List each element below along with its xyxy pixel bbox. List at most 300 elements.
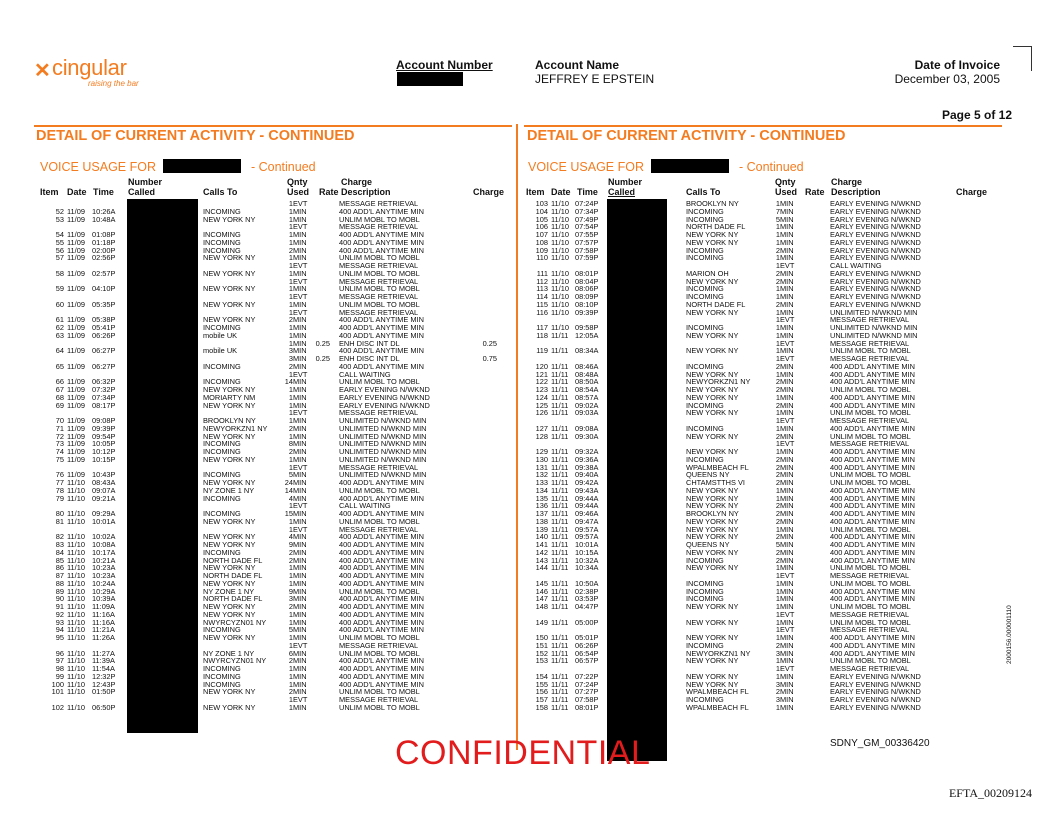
charge-description: 400 ADD'L ANYTIME MIN xyxy=(339,671,424,681)
item-no: 116 xyxy=(536,307,548,317)
qty: 1 xyxy=(288,206,293,216)
qty: 1 xyxy=(288,501,293,511)
calls-to: INCOMING xyxy=(203,679,241,689)
call-time: 07:24P xyxy=(575,679,599,689)
col-qnty-top: Qnty xyxy=(775,177,796,187)
item-no: 94 xyxy=(55,625,64,635)
qty-unit: MIN xyxy=(293,206,307,216)
calls-to: BROOKLYN NY xyxy=(686,199,739,208)
qty: 1 xyxy=(288,392,293,402)
qty-unit: EVT xyxy=(293,408,308,418)
charge-description: EARLY EVENING N/WKND xyxy=(830,230,921,239)
qty: 1 xyxy=(775,563,780,573)
qty: 2 xyxy=(288,361,293,371)
call-date: 11/09 xyxy=(67,299,85,309)
calls-to: INCOMING xyxy=(686,555,724,565)
call-time: 08:46A xyxy=(575,361,599,371)
charge-description: 400 ADD'L ANYTIME MIN xyxy=(830,509,915,518)
call-date: 11/10 xyxy=(67,571,85,580)
qty-unit: MIN xyxy=(780,423,794,433)
col-desc-bottom: Description xyxy=(831,187,881,197)
item-no: 70 xyxy=(55,416,64,425)
qty-unit: MIN xyxy=(780,330,794,340)
invoice-date-label: Date of Invoice xyxy=(914,58,1000,72)
item-no: 112 xyxy=(536,276,548,286)
call-time: 09:40A xyxy=(575,470,599,480)
qty: 2 xyxy=(288,423,293,433)
qty: 2 xyxy=(775,640,780,650)
item-no: 111 xyxy=(536,268,548,278)
calls-to: CHTAMSTTHS VI xyxy=(686,478,745,487)
charge-description: UNLIM MOBL TO MOBL xyxy=(339,516,420,526)
charge-description: UNLIM MOBL TO MOBL xyxy=(339,284,420,294)
charge-description: MESSAGE RETRIEVAL xyxy=(339,222,419,232)
charge-description: UNLIM MOBL TO MOBL xyxy=(830,470,911,480)
charge-description: EARLY EVENING N/WKND xyxy=(830,292,921,301)
qty: 2 xyxy=(775,462,780,472)
qty-unit: MIN xyxy=(293,656,307,666)
item-no: 138 xyxy=(535,516,548,526)
call-time: 09:54P xyxy=(92,431,116,441)
account-number-label: Account Number xyxy=(396,58,493,72)
charge-description: EARLY EVENING N/WKND xyxy=(830,222,921,232)
qty-unit: MIN xyxy=(780,687,794,697)
qty-unit: EVT xyxy=(293,276,308,286)
call-time: 09:29A xyxy=(92,509,116,518)
item-no: 90 xyxy=(55,594,64,604)
qty: 14 xyxy=(284,485,293,495)
call-time: 10:17A xyxy=(92,547,116,557)
qty-unit: MIN xyxy=(293,284,307,294)
corner-mark xyxy=(1013,46,1032,71)
call-date: 11/09 xyxy=(67,377,85,387)
col-time: Time xyxy=(577,187,598,197)
qty-unit: MIN xyxy=(293,230,307,239)
call-date: 11/10 xyxy=(551,323,569,332)
charge-description: 400 ADD'L ANYTIME MIN xyxy=(830,555,915,565)
call-date: 11/11 xyxy=(551,547,569,557)
qty-unit: MIN xyxy=(780,299,794,309)
item-no: 136 xyxy=(535,501,548,511)
calls-to: QUEENS NY xyxy=(686,470,730,480)
calls-to: NEW YORK NY xyxy=(686,392,739,402)
call-time: 10:34A xyxy=(575,563,599,573)
calls-to: NORTH DADE FL xyxy=(203,594,263,604)
call-date: 11/10 xyxy=(551,237,569,247)
calls-to: MORIARTY NM xyxy=(203,392,256,402)
call-date: 11/10 xyxy=(551,199,569,208)
call-date: 11/10 xyxy=(551,292,569,301)
qty-unit: MIN xyxy=(293,586,307,596)
qty-unit: MIN xyxy=(780,214,794,224)
call-date: 11/10 xyxy=(67,633,85,642)
qty: 1 xyxy=(288,292,293,301)
charge-description: UNLIM MOBL TO MOBL xyxy=(339,633,420,642)
call-time: 05:41P xyxy=(92,323,116,332)
calls-to: NEW YORK NY xyxy=(686,346,739,356)
qty: 1 xyxy=(775,307,780,317)
call-date: 11/09 xyxy=(67,346,85,356)
call-date: 11/09 xyxy=(67,206,85,216)
call-time: 07:59P xyxy=(575,253,599,263)
call-date: 11/10 xyxy=(67,702,85,712)
qty-unit: MIN xyxy=(780,555,794,565)
item-no: 131 xyxy=(535,462,548,472)
bates-number: SDNY_GM_00336420 xyxy=(830,738,930,749)
calls-to: NEW YORK NY xyxy=(203,400,256,410)
call-time: 09:21A xyxy=(92,493,116,503)
item-no: 101 xyxy=(51,687,64,697)
qty-unit: MIN xyxy=(780,268,794,278)
call-time: 08:54A xyxy=(575,385,599,394)
qty-unit: MIN xyxy=(780,199,794,208)
item-no: 81 xyxy=(55,516,64,526)
col-number-top: Number xyxy=(128,177,163,187)
charge-description: UNLIM MOBL TO MOBL xyxy=(830,408,911,418)
item-no: 68 xyxy=(55,392,64,402)
call-date: 11/10 xyxy=(67,664,85,673)
item-no: 150 xyxy=(535,633,548,642)
call-time: 08:10P xyxy=(575,299,599,309)
call-date: 11/10 xyxy=(551,206,569,216)
qty-unit: EVT xyxy=(293,292,308,301)
number-called-redaction xyxy=(127,199,198,733)
calls-to: NEW YORK NY xyxy=(203,702,256,712)
qty-unit: MIN xyxy=(780,648,794,658)
call-time: 10:43P xyxy=(92,470,116,480)
calls-to: NEW YORK NY xyxy=(686,276,739,286)
qty: 1 xyxy=(775,354,780,363)
qty: 1 xyxy=(288,671,293,681)
calls-to: NEW YORK NY xyxy=(203,299,256,309)
item-no: 67 xyxy=(55,385,64,394)
charge-description: MESSAGE RETRIEVAL xyxy=(830,664,910,673)
call-time: 09:08A xyxy=(575,423,599,433)
right-section-rule xyxy=(524,125,1002,127)
calls-to: NEW YORK NY xyxy=(686,493,739,503)
item-no: 113 xyxy=(536,284,548,294)
qty-unit: MIN xyxy=(293,454,307,464)
qty: 2 xyxy=(775,555,780,565)
call-date: 11/10 xyxy=(67,485,85,495)
item-no: 60 xyxy=(55,299,64,309)
qty: 2 xyxy=(775,478,780,487)
charge-description: UNLIM MOBL TO MOBL xyxy=(339,299,420,309)
qty-unit: MIN xyxy=(293,447,307,456)
invoice-date-value: December 03, 2005 xyxy=(894,72,1000,86)
item-no: 55 xyxy=(55,237,64,247)
qty-unit: EVT xyxy=(780,354,795,363)
call-date: 11/10 xyxy=(551,245,569,255)
col-qnty-bottom: Used xyxy=(775,187,798,197)
qty: 1 xyxy=(288,462,293,472)
item-no: 66 xyxy=(55,377,64,387)
call-date: 11/11 xyxy=(551,346,569,356)
item-no: 85 xyxy=(55,555,64,565)
call-time: 07:27P xyxy=(575,687,599,697)
charge-description: UNLIM MOBL TO MOBL xyxy=(339,377,420,387)
col-qnty-top: Qnty xyxy=(287,177,308,187)
left-voice-usage-heading xyxy=(40,159,316,174)
call-date: 11/10 xyxy=(551,214,569,224)
call-time: 07:34P xyxy=(575,206,599,216)
item-no: 72 xyxy=(55,431,64,441)
charge-description: CALL WAITING xyxy=(339,501,391,511)
account-name-value: JEFFREY E EPSTEIN xyxy=(535,72,655,86)
call-time: 09:57A xyxy=(575,524,599,534)
col-desc-bottom: Description xyxy=(341,187,391,197)
calls-to: NEW YORK NY xyxy=(203,268,256,278)
call-date: 11/11 xyxy=(551,695,569,704)
charge-description: 400 ADD'L ANYTIME MIN xyxy=(339,330,424,340)
qty: 1 xyxy=(775,338,780,348)
call-date: 11/09 xyxy=(67,447,85,456)
call-date: 11/10 xyxy=(67,555,85,565)
charge-description: EARLY EVENING N/WKND xyxy=(339,392,430,402)
qty-unit: MIN xyxy=(293,702,307,712)
call-time: 01:08P xyxy=(92,230,116,239)
col-desc-top: Charge xyxy=(341,177,373,187)
qty: 1 xyxy=(288,237,293,247)
calls-to: NEW YORK NY xyxy=(686,547,739,557)
qty-unit: MIN xyxy=(780,377,794,387)
qty-unit: MIN xyxy=(780,284,794,294)
charge-description: EARLY EVENING N/WKND xyxy=(830,687,921,697)
qty-unit: EVT xyxy=(780,315,795,325)
qty-unit: MIN xyxy=(780,447,794,456)
call-time: 07:58P xyxy=(575,245,599,255)
col-calls-to: Calls To xyxy=(203,187,238,197)
call-date: 11/11 xyxy=(551,408,569,418)
qty: 1 xyxy=(288,516,293,526)
calls-to: INCOMING xyxy=(686,423,724,433)
charge-description: 400 ADD'L ANYTIME MIN xyxy=(830,447,915,456)
call-date: 11/11 xyxy=(551,594,569,604)
call-date: 11/10 xyxy=(67,594,85,604)
item-no: 91 xyxy=(55,602,64,611)
call-date: 11/09 xyxy=(67,439,85,449)
call-time: 10:01A xyxy=(575,540,599,549)
item-no: 87 xyxy=(55,571,64,580)
call-time: 02:56P xyxy=(92,253,116,263)
call-time: 08:04P xyxy=(575,276,599,286)
calls-to: INCOMING xyxy=(203,493,241,503)
qty-unit: MIN xyxy=(293,361,307,371)
qty-unit: MIN xyxy=(293,578,307,588)
call-time: 09:46A xyxy=(575,509,599,518)
charge-description: UNLIM MOBL TO MOBL xyxy=(339,702,420,712)
call-date: 11/10 xyxy=(67,493,85,503)
call-time: 02:38P xyxy=(575,586,599,596)
call-date: 11/10 xyxy=(551,276,569,286)
qty-unit: MIN xyxy=(780,695,794,704)
charge-description: MESSAGE RETRIEVAL xyxy=(339,640,419,650)
item-no: 102 xyxy=(51,702,64,712)
qty-unit: MIN xyxy=(780,540,794,549)
calls-to: WPALMBEACH FL xyxy=(686,687,749,697)
phone-redaction xyxy=(651,159,729,173)
charge-description: UNLIM MOBL TO MOBL xyxy=(830,617,911,627)
charge-description: UNLIM MOBL TO MOBL xyxy=(830,578,911,588)
charge-description: 400 ADD'L ANYTIME MIN xyxy=(830,377,915,387)
qty-unit: MIN xyxy=(293,354,307,363)
charge-description: CALL WAITING xyxy=(339,369,391,379)
col-rate: Rate xyxy=(319,187,339,197)
call-date: 11/10 xyxy=(551,284,569,294)
calls-to: NEW YORK NY xyxy=(203,563,256,573)
qty-unit: MIN xyxy=(780,307,794,317)
call-time: 08:50A xyxy=(575,377,599,387)
call-date: 11/11 xyxy=(551,431,569,441)
charge-description: 400 ADD'L ANYTIME MIN xyxy=(339,493,424,503)
charge-description: MESSAGE RETRIEVAL xyxy=(830,609,910,619)
call-time: 11:27A xyxy=(92,648,115,658)
call-time: 06:57P xyxy=(575,656,599,666)
call-time: 09:43A xyxy=(575,485,599,495)
col-item: Item xyxy=(40,187,59,197)
call-date: 11/11 xyxy=(551,462,569,472)
call-time: 07:34P xyxy=(92,392,116,402)
call-date: 11/11 xyxy=(551,369,569,379)
qty-unit: MIN xyxy=(780,656,794,666)
qty: 9 xyxy=(288,540,293,549)
calls-to: INCOMING xyxy=(203,664,241,673)
calls-to: INCOMING xyxy=(686,578,724,588)
calls-to: NEW YORK NY xyxy=(686,230,739,239)
qty: 4 xyxy=(288,532,293,542)
col-number-top: Number xyxy=(608,177,643,187)
charge-description: 400 ADD'L ANYTIME MIN xyxy=(339,346,424,356)
qty-unit: EVT xyxy=(293,524,308,534)
calls-to: NEW YORK NY xyxy=(686,563,739,573)
calls-to: NEW YORK NY xyxy=(203,609,256,619)
qty: 1 xyxy=(775,625,780,635)
rate: 0.25 xyxy=(315,338,330,348)
call-date: 11/10 xyxy=(67,602,85,611)
charge-description: 400 ADD'L ANYTIME MIN xyxy=(339,555,424,565)
charge-description: 400 ADD'L ANYTIME MIN xyxy=(830,594,915,604)
charge-description: EARLY EVENING N/WKND xyxy=(830,679,921,689)
charge-description: EARLY EVENING N/WKND xyxy=(830,206,921,216)
charge-description: 400 ADD'L ANYTIME MIN xyxy=(339,245,424,255)
call-time: 08:09P xyxy=(575,292,599,301)
call-time: 10:50A xyxy=(575,578,599,588)
item-no: 153 xyxy=(535,656,548,666)
col-number-bottom: Called xyxy=(608,187,636,197)
left-section-title: DETAIL OF CURRENT ACTIVITY - CONTINUED xyxy=(36,128,355,144)
account-name-label: Account Name xyxy=(535,58,620,72)
call-time: 09:44A xyxy=(575,493,599,503)
charge-description: 400 ADD'L ANYTIME MIN xyxy=(339,315,424,325)
call-date: 11/11 xyxy=(551,447,569,456)
calls-to: INCOMING xyxy=(203,377,241,387)
right-section-title: DETAIL OF CURRENT ACTIVITY - CONTINUED xyxy=(527,128,846,144)
qty: 1 xyxy=(288,276,293,286)
call-date: 11/10 xyxy=(67,648,85,658)
calls-to: INCOMING xyxy=(686,214,724,224)
qty-unit: MIN xyxy=(780,385,794,394)
qty-unit: MIN xyxy=(780,586,794,596)
phone-redaction xyxy=(163,159,241,173)
call-time: 10:15P xyxy=(92,454,116,464)
item-no: 125 xyxy=(535,400,548,410)
qty-unit: MIN xyxy=(780,276,794,286)
item-no: 52 xyxy=(55,206,64,216)
charge-description: MESSAGE RETRIEVAL xyxy=(830,416,910,425)
item-no: 69 xyxy=(55,400,64,410)
calls-to: NEWYORKZN1 NY xyxy=(203,423,268,433)
qty-unit: MIN xyxy=(780,361,794,371)
calls-to: NY ZONE 1 NY xyxy=(203,648,255,658)
charge-description: 400 ADD'L ANYTIME MIN xyxy=(339,563,424,573)
qty: 1 xyxy=(775,408,780,418)
call-time: 09:30A xyxy=(575,431,599,441)
call-time: 10:02A xyxy=(92,532,116,542)
charge-description: 400 ADD'L ANYTIME MIN xyxy=(830,423,915,433)
cingular-logo-text: cingular xyxy=(52,55,127,80)
qty: 1 xyxy=(775,493,780,503)
charge-description: 400 ADD'L ANYTIME MIN xyxy=(339,206,424,216)
item-no: 64 xyxy=(55,346,64,356)
charge-description: UNLIMITED N/WKND MIN xyxy=(830,330,918,340)
calls-to: NEW YORK NY xyxy=(203,284,256,294)
qty-unit: MIN xyxy=(293,253,307,263)
qty: 1 xyxy=(775,330,780,340)
qty-unit: MIN xyxy=(780,253,794,263)
call-date: 11/10 xyxy=(551,299,569,309)
item-no: 56 xyxy=(55,245,64,255)
charge-description: 400 ADD'L ANYTIME MIN xyxy=(339,323,424,332)
qty: 1 xyxy=(775,292,780,301)
qty: 1 xyxy=(775,485,780,495)
qty: 2 xyxy=(775,470,780,480)
call-date: 11/09 xyxy=(67,323,85,332)
item-no: 92 xyxy=(55,609,64,619)
item-no: 148 xyxy=(535,602,548,611)
call-time: 09:32A xyxy=(575,447,599,456)
item-no: 139 xyxy=(535,524,548,534)
call-time: 09:02A xyxy=(575,400,599,410)
calls-to: NEW YORK NY xyxy=(686,237,739,247)
qty-unit: MIN xyxy=(780,454,794,464)
item-no: 99 xyxy=(55,671,64,681)
item-no: 129 xyxy=(535,447,548,456)
qty: 5 xyxy=(288,625,293,635)
call-date: 11/11 xyxy=(551,679,569,689)
call-date: 11/09 xyxy=(67,214,85,224)
item-no: 143 xyxy=(535,555,548,565)
charge-description: UNLIM MOBL TO MOBL xyxy=(830,478,911,487)
calls-to: NEW YORK NY xyxy=(686,617,739,627)
charge-description: MESSAGE RETRIEVAL xyxy=(339,695,419,704)
call-time: 07:58P xyxy=(575,695,599,704)
charge-description: UNLIMITED N/WKND MIN xyxy=(339,423,427,433)
qty: 1 xyxy=(288,640,293,650)
qty-unit: MIN xyxy=(293,338,307,348)
item-no: 130 xyxy=(535,454,548,464)
charge-description: UNLIMITED N/WKND MIN xyxy=(339,416,427,425)
item-no: 145 xyxy=(535,578,548,588)
charge-description: MESSAGE RETRIEVAL xyxy=(339,199,419,208)
call-date: 11/11 xyxy=(551,377,569,387)
charge-description: UNLIMITED N/WKND MIN xyxy=(339,454,427,464)
calls-to: NEW YORK NY xyxy=(203,532,256,542)
qty: 2 xyxy=(775,532,780,542)
charge-description: MESSAGE RETRIEVAL xyxy=(339,261,419,270)
qty: 2 xyxy=(288,555,293,565)
qty: 1 xyxy=(775,423,780,433)
call-date: 11/10 xyxy=(67,478,85,487)
